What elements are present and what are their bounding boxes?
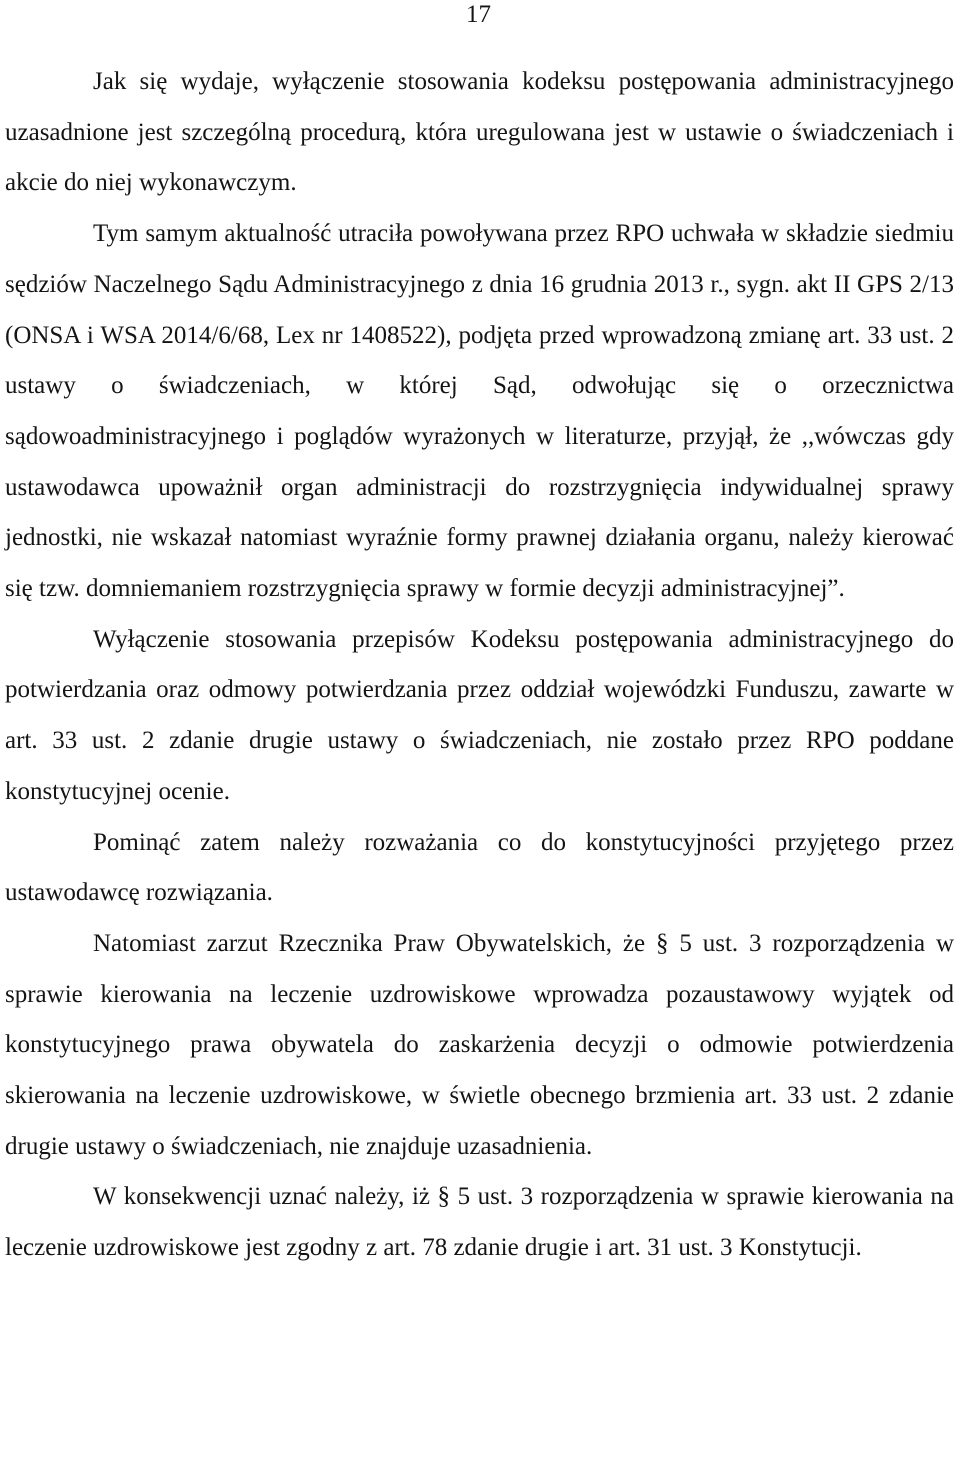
- page-number: 17: [466, 1, 491, 28]
- paragraph: Jak się wydaje, wyłączenie stosowania kodeksu postępowania administracyjnego uzasadnione jest szczególną procedurą, która uregulowana jest w ustawie o świadczeniach i akcie do niej wykonawczym.: [5, 68, 954, 197]
- paragraph: Wyłączenie stosowania przepisów Kodeksu postępowania administracyjnego do potwierdzania oraz odmowy potwierdzania przez oddział wojewódzki Funduszu, zawarte w art. 33 ust. 2 zdanie drugie ustawy o świadczeniach, nie zostało przez RPO poddane konstytucyjnej ocenie.: [5, 625, 954, 805]
- paragraph: W konsekwencji uznać należy, iż § 5 ust. 3 rozporządzenia w sprawie kierowania na leczenie uzdrowiskowe jest zgodny z art. 78 zdanie drugie i art. 31 ust. 3 Konstytucji.: [5, 1183, 954, 1262]
- paragraph: Natomiast zarzut Rzecznika Praw Obywatelskich, że § 5 ust. 3 rozporządzenia w sprawie kierowania na leczenie uzdrowiskowe wprowadza pozaustawowy wyjątek od konstytucyjnego prawa obywatela do zaskarżenia decyzji o odmowie potwierdzenia skierowania na leczenie uzdrowiskowe, w świetle obecnego brzmienia art. 33 ust. 2 zdanie drugie ustawy o świadczeniach, nie znajduje uzasadnienia.: [5, 929, 954, 1160]
- paragraph: Pominąć zatem należy rozważania co do konstytucyjności przyjętego przez ustawodawcę rozwiązania.: [5, 828, 954, 907]
- document-body: [5, 57, 954, 1274]
- paragraph: Tym samym aktualność utraciła powoływana przez RPO uchwała w składzie siedmiu sędziów Naczelnego Sądu Administracyjnego z dnia 16 grudnia 2013 r., sygn. akt II GPS 2/13 (ONSA i WSA 2014/6/68, Lex nr 1408522), podjęta przed wprowadzoną zmianę art. 33 ust. 2 ustawy o świadczeniach, w której Sąd, odwołując się o orzecznictwa sądowoadministracyjnego i poglądów wyrażonych w literaturze, przyjął, że ,,wówczas gdy ustawodawca upoważnił organ administracji do rozstrzygnięcia indywidualnej sprawy jednostki, nie wskazał natomiast wyraźnie formy prawnej działania organu, należy kierować się tzw. domniemaniem rozstrzygnięcia sprawy w formie decyzji administracyjnej”.: [5, 220, 954, 603]
